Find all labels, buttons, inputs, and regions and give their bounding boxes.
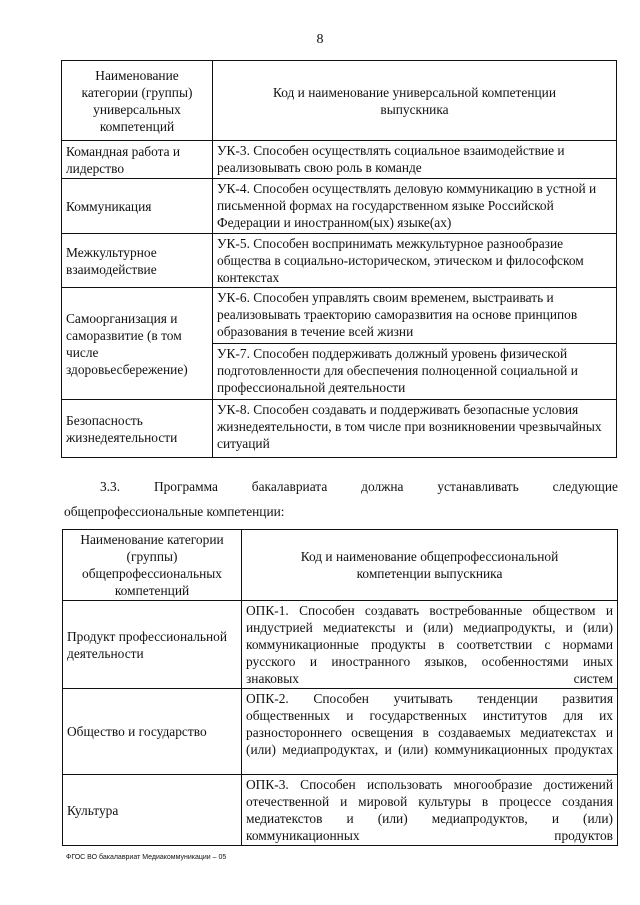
- page-footer: ФГОС ВО бакалавриат Медиакоммуникации – 05: [66, 854, 227, 861]
- paragraph-line-2: общепрофессиональные компетенции:: [64, 504, 285, 519]
- row-competence: УК-7. Способен поддерживать должный уровень физической подготовленности для обеспечения полноценной социальной и профессиональной деятельности: [213, 344, 617, 400]
- paragraph-word: Программа: [153, 479, 218, 494]
- row-category: Межкультурное взаимодействие: [62, 234, 213, 288]
- table-row: [62, 400, 617, 458]
- header-competence: Код и наименование универсальной компетенции выпускника: [213, 61, 617, 141]
- table-row: [63, 689, 618, 775]
- row-competence: УК-6. Способен управлять своим временем, выстраивать и реализовывать траекторию саморазвития на основе принципов образования в течение всей жизни: [213, 288, 617, 344]
- paragraph-word: должна: [361, 479, 404, 494]
- table-row: [62, 288, 617, 344]
- row-category: Командная работа и лидерство: [62, 141, 213, 179]
- row-competence: УК-4. Способен осуществлять деловую коммуникацию в устной и письменной формах на государственном языке Российской Федерации и иностранном(ых) языке(ах): [213, 179, 617, 234]
- row-competence: УК-8. Способен создавать и поддерживать безопасные условия жизнедеятельности, в том числе при возникновении чрезвычайных ситуаций: [213, 400, 617, 458]
- table-row: [62, 141, 617, 179]
- table-row: [62, 179, 617, 234]
- row-category: Общество и государство: [63, 689, 242, 775]
- page-number: 8: [316, 32, 324, 47]
- row-category: Коммуникация: [62, 179, 213, 234]
- table-header-row: [63, 530, 618, 601]
- row-category: Безопасность жизнедеятельности: [62, 400, 213, 458]
- table-header-row: [62, 61, 617, 141]
- row-competence: ОПК-3. Способен использовать многообразие достижений отечественной и мировой культуры в процессе создания медиатекстов и (или) медиапродуктов, и (или) коммуникационных продуктов: [242, 775, 618, 846]
- header-competence: Код и наименование общепрофессиональной компетенции выпускника: [242, 530, 618, 601]
- paragraph-line-1: [100, 478, 618, 495]
- header-category: Наименование категории (группы) универсальных компетенций: [62, 61, 213, 141]
- row-category: Продукт профессиональной деятельности: [63, 601, 242, 689]
- row-competence: УК-5. Способен воспринимать межкультурное разнообразие общества в социально-историческом, этическом и философском контекстах: [213, 234, 617, 288]
- row-competence: УК-3. Способен осуществлять социальное взаимодействие и реализовывать свою роль в команде: [213, 141, 617, 179]
- paragraph-word: устанавливать: [437, 479, 519, 494]
- paragraph-word: бакалавриата: [251, 479, 328, 494]
- row-category: Культура: [63, 775, 242, 846]
- row-competence: ОПК-2. Способен учитывать тенденции развития общественных и государственных институтов для их разностороннего освещения в создаваемых медиатекстах и (или) медиапродуктах, и (или) коммуникационных продуктах: [242, 689, 618, 775]
- row-competence: ОПК-1. Способен создавать востребованные обществом и индустрией медиатексты и (или) медиапродукты, и (или) коммуникационные продукты в соответствии с нормами русского и иностранного языков, особенностями иных знаковых систем: [242, 601, 618, 689]
- header-category: Наименование категории (группы) общепрофессиональных компетенций: [63, 530, 242, 601]
- row-category: Самоорганизация и саморазвитие (в том числе здоровьесбережение): [62, 288, 213, 400]
- table-row: [63, 775, 618, 846]
- table-row: [63, 601, 618, 689]
- paragraph-word: следующие: [552, 479, 618, 494]
- table-row: [62, 234, 617, 288]
- paragraph-word: 3.3.: [100, 479, 121, 494]
- universal-competencies-table: [61, 60, 617, 458]
- general-professional-competencies-table: [62, 529, 618, 846]
